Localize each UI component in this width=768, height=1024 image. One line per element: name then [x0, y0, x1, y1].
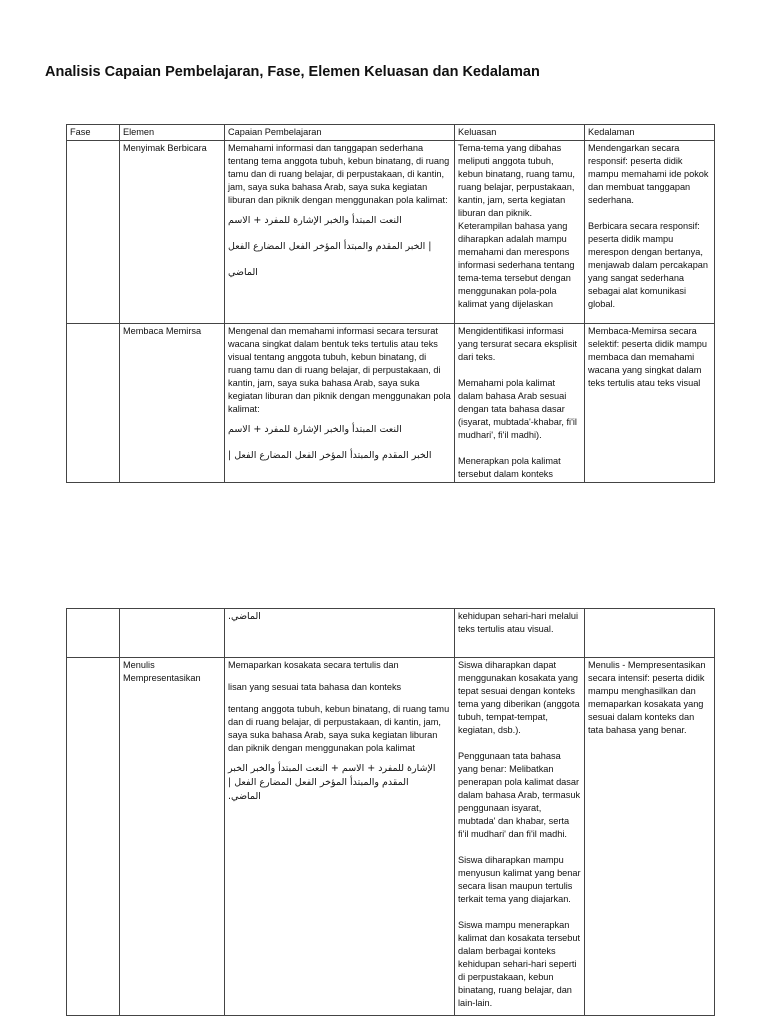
analysis-table-page-1 — [66, 124, 715, 483]
arabic-pattern-line: الإشارة للمفرد + الاسم + النعت المبتدأ والخبر الخبر المقدم والمبتدأ المؤخر الفعل المضارع الفعل | — [228, 763, 436, 788]
cell-fase — [67, 658, 120, 1016]
capaian-text: Memahami informasi dan tanggapan sederhana tentang tema anggota tubuh, kebun binatang, di ruang tamu dan di ruang belajar, di perpustakaan, di kantin, jam, saya suka bahasa Arab, saya suka kegiatan liburan dan piknik dengan menggunakan pola kalimat: — [228, 143, 450, 205]
cell-kedalaman — [585, 141, 715, 324]
arabic-pattern-line: الماضي. — [228, 791, 261, 802]
cell-kedalaman — [585, 609, 715, 658]
kedalaman-text: Menulis - Mempresentasikan secara intensif: peserta didik mampu menghasilkan dan memaparkan kosakata yang sesuai dalam konteks dan tata bahasa yang benar. — [588, 660, 706, 735]
keluasan-text: kehidupan sehari-hari melalui teks tertulis atau visual. — [458, 611, 579, 634]
keluasan-text: Siswa mampu menerapkan kalimat dan kosakata tersebut dalam berbagai konteks kehidupan sehari-hari seperti di perpustakaan, kebun binatang, ruang belajar, dan lain-lain. — [458, 920, 581, 1008]
cell-elemen — [120, 609, 225, 658]
arabic-pattern-line: النعت المبتدأ والخبر الإشارة للمفرد + الاسم — [228, 424, 402, 435]
header-kedalaman: Kedalaman — [585, 125, 715, 141]
arabic-pattern-line: الماضي. — [228, 611, 261, 622]
keluasan-text: Penggunaan tata bahasa yang benar: Melibatkan penerapan pola kalimat dasar dalam bahasa Arab, termasuk penggunaan isyarat, mubtada' dan khabar, serta fi'il mudhari' dan fi'il madhi. — [458, 751, 581, 839]
cell-capaian — [225, 324, 455, 483]
table-row-menyimak — [67, 141, 715, 324]
cell-fase — [67, 141, 120, 324]
capaian-text: Mengenal dan memahami informasi secara tersurat wacana singkat dalam bentuk teks tertulis atau teks visual tentang anggota tubuh, kebun binatang, di ruang tamu dan di ruang belajar, di perpustakaan, di kantin, jam, saya suka bahasa Arab, saya suka kegiatan liburan dan piknik dengan menggunakan pola kalimat: — [228, 326, 451, 414]
header-keluasan: Keluasan — [455, 125, 585, 141]
header-elemen: Elemen — [120, 125, 225, 141]
keluasan-text: Siswa diharapkan dapat menggunakan kosakata yang tepat sesuai dengan konteks tema yang diberikan (anggota tubuh, tempat-tempat, kegiatan, dsb.). — [458, 660, 580, 735]
capaian-text: tentang anggota tubuh, kebun binatang, di ruang tamu dan di ruang belajar, di perpustakaan, di kantin, jam, saya suka bahasa Arab, saya suka kegiatan liburan dan piknik dengan menggunakan pola kalimat — [228, 704, 450, 753]
arabic-pattern-line: الماضي — [228, 267, 258, 278]
cell-keluasan — [455, 324, 585, 483]
capaian-text: lisan yang sesuai tata bahasa dan konteks — [228, 682, 402, 692]
arabic-pattern-line: | الخبر المقدم والمبتدأ المؤخر الفعل المضارع الفعل — [228, 241, 432, 252]
cell-fase — [67, 609, 120, 658]
cell-elemen: Menulis Mempresentasikan — [120, 658, 225, 1016]
keluasan-text: Tema-tema yang dibahas meliputi anggota tubuh, kebun binatang, ruang tamu, ruang belajar, perpustakaan, kantin, jam, serta kegiatan liburan dan piknik. — [458, 143, 575, 218]
keluasan-text: Siswa diharapkan mampu menyusun kalimat yang benar secara lisan maupun tertulis terkait tema yang diajarkan. — [458, 855, 581, 904]
cell-capaian — [225, 609, 455, 658]
kedalaman-text: Mendengarkan secara responsif: peserta didik mampu memahami ide pokok dan membuat tanggapan sederhana. — [588, 143, 709, 205]
analysis-table-page-2 — [66, 608, 715, 1016]
table-row-membaca — [67, 324, 715, 483]
capaian-text: Memaparkan kosakata secara tertulis dan — [228, 660, 399, 670]
kedalaman-text: Berbicara secara responsif: peserta didik mampu merespon dengan bertanya, menjawab dalam percakapan yang sangat sederhana sebagai alat komunikasi global. — [588, 221, 709, 309]
table-header-row — [67, 125, 715, 141]
header-fase: Fase — [67, 125, 120, 141]
keluasan-text: Keterampilan bahasa yang diharapkan adalah mampu memahami dan merespons informasi sederhana tentang tema-tema tersebut dengan menggunakan pola-pola kalimat yang dijelaskan — [458, 221, 575, 309]
table-row-continuation — [67, 609, 715, 658]
cell-elemen: Menyimak Berbicara — [120, 141, 225, 324]
cell-elemen: Membaca Memirsa — [120, 324, 225, 483]
header-capaian: Capaian Pembelajaran — [225, 125, 455, 141]
cell-capaian — [225, 658, 455, 1016]
page-title: Analisis Capaian Pembelajaran, Fase, Elemen Keluasan dan Kedalaman — [45, 64, 540, 80]
keluasan-text: Menerapkan pola kalimat tersebut dalam konteks — [458, 456, 561, 479]
cell-capaian — [225, 141, 455, 324]
cell-keluasan — [455, 609, 585, 658]
keluasan-text: Memahami pola kalimat dalam bahasa Arab sesuai dengan tata bahasa dasar (isyarat, mubtada'-khabar, fi'il mudhari', fi'il madhi). — [458, 378, 577, 440]
cell-keluasan — [455, 141, 585, 324]
cell-kedalaman — [585, 658, 715, 1016]
cell-fase — [67, 324, 120, 483]
keluasan-text: Mengidentifikasi informasi yang tersurat secara eksplisit dari teks. — [458, 326, 577, 362]
table-row-menulis — [67, 658, 715, 1016]
cell-keluasan — [455, 658, 585, 1016]
kedalaman-text: Membaca-Memirsa secara selektif: peserta didik mampu membaca dan memahami wacana yang singkat dalam teks tertulis atau teks visual — [588, 326, 707, 388]
arabic-pattern-line: النعت المبتدأ والخبر الإشارة للمفرد + الاسم — [228, 215, 402, 226]
cell-kedalaman — [585, 324, 715, 483]
arabic-pattern-line: الخبر المقدم والمبتدأ المؤخر الفعل المضارع الفعل | — [228, 450, 432, 461]
